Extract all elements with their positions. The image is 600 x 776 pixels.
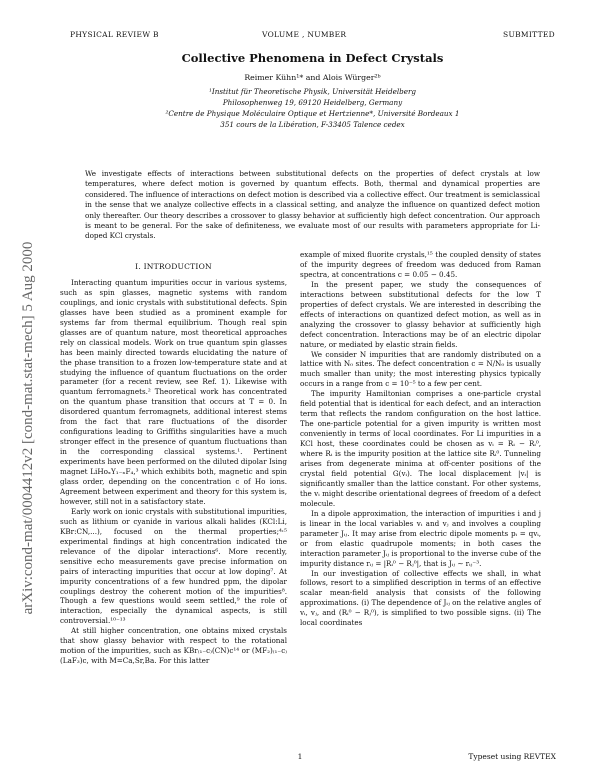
paragraph: In a dipole approximation, the interaction of impurities i and j is linear in the local variables vᵢ and vⱼ and involves a coupling parameter Jᵢⱼ. It may arise from electric dipole moments pᵢ = qvᵢ, or from elastic quadrupole moments; in both cases the interaction parameter Jᵢⱼ is proportional to the inverse cube of the impurity distance rᵢⱼ = |Rᵢ⁰ − Rⱼ⁰|, that is Jᵢⱼ ∼ rᵢⱼ⁻³. [300,508,541,568]
volume-number: VOLUME , NUMBER [262,30,347,39]
journal-name: PHYSICAL REVIEW B [70,30,159,39]
paragraph: At still higher concentration, one obtains mixed crystals that show glassy behavior with respect to the rotational motion of the impurities, such as KBr₍₁₋c₎(CN)c¹⁴ or (MF₂)₍₁₋c₎(LaF₃)c, with M=Ca,Sr,Ba. For this latter [60,626,287,666]
running-header [70,30,555,42]
paragraph: In our investigation of collective effects we shall, in what follows, resort to a simplified description in terms of an effective scalar mean-field analysis that consists of the following approximations. (i) The dependence of Jᵢⱼ on the relative angles of vᵢ, vⱼ, and (Rᵢ⁰ − Rⱼ⁰), is simplified to two possible signs. (ii) The local coordinates [300,568,541,628]
section-heading: I. INTRODUCTION [135,262,212,271]
paragraph: In the present paper, we study the consequences of interactions between substitutional defects for the low T properties of defect crystals. We are interested in describing the effects of interactions on quantized defect motion, as well as in analyzing the crossover to glassy behavior at sufficiently high defect concentration. Interactions may be of an electric dipolar nature, or mediated by elastic strain fields. [300,279,541,349]
left-column [60,262,287,666]
paragraph: We consider N impurities that are randomly distributed on a lattice with N₀ sites. The defect concentration c = N/N₀ is usually much smaller than unity; the most interesting physics typically occurs in a range from c = 10⁻⁵ to a few per cent. [300,349,541,389]
typeset-note: Typeset using REVTEX [468,752,556,761]
affiliation-line-2: Philosophenweg 19, 69120 Heidelberg, Germany [222,98,403,107]
abstract: We investigate effects of interactions between substitutional defects on the properties of defect crystals at low temperatures, where defect motion is governed by quantum effects. Both, thermal and dynamical properties are considered. The influence of interactions on defect motion is described via a collective effect. Our treatment is semiclassical in the sense that we analyze collective effects in a classical setting, and analyze the influence on quantized defect motion only thereafter. Our theory describes a crossover to glassy behavior at sufficiently high defect concentration. Our approach is meant to be general. For the sake of definiteness, we evaluate most of our results with parameters appropriate for Li-doped KCl crystals. [85,169,540,241]
affiliation-line-3: ²Centre de Physique Moléculaire Optique et Hertzienne*, Université Bordeaux 1 [165,109,460,118]
arxiv-identifier: arXiv:cond-mat/0004412v2 [cond-mat.stat-mech] 5 Aug 2000 [20,241,36,615]
page-number: 1 [297,752,303,761]
paper-title: Collective Phenomena in Defect Crystals [181,51,444,65]
paragraph: Early work on ionic crystals with substitutional impurities, such as lithium or cyanide in various alkali halides (KCl:Li, KBr:CN,...), focused on the thermal properties;⁴˒⁵ experimental findings at high concentration indicated the relevance of the dipolar interactions⁶. More recently, sensitive echo measurements gave precise information on pairs of interacting impurities that occur at low doping⁷. At impurity concentrations of a few hundred ppm, the dipolar couplings destroy the coherent motion of the impurities⁸. Though a few questions would seem settled,⁹ the role of interaction, especially the dynamical aspects, is still controversial.¹⁰⁻¹³ [60,506,287,626]
paragraph: example of mixed fluorite crystals,¹⁵ the coupled density of states of the impurity degrees of freedom was deduced from Raman spectra, at concentrations c = 0.05 − 0.45. [300,250,541,279]
right-column [300,250,541,628]
affiliation-line-1: ¹Institut für Theoretische Physik, Universität Heidelberg [208,87,417,96]
affiliation-line-4: 351 cours de la Libération, F-33405 Talence cedex [220,120,405,129]
submission-status: SUBMITTED [503,30,555,39]
paragraph: The impurity Hamiltonian comprises a one-particle crystal field potential that is identical for each defect, and an interaction term that reflects the random configuration on the host lattice. The one-particle potential for a given impurity is written most conveniently in terms of local coordinates. For Li impurities in a KCl host, these coordinates could be chosen as vᵢ = Rᵢ − Rᵢ⁰, where Rᵢ is the impurity position at the lattice site Rᵢ⁰. Tunneling arises from degenerate minima at off-center positions of the crystal field potential G(vᵢ). The local displacement |vᵢ| is significantly smaller than the lattice constant. For other systems, the vᵢ might describe orientational degrees of freedom of a defect molecule. [300,389,541,508]
author-list: Reimer Kühn¹* and Alois Würger²ᵇ [244,73,381,82]
paragraph: Interacting quantum impurities occur in various systems, such as spin glasses, magnetic systems with random couplings, and ionic crystals with substitutional defects. Spin glasses have been studied as a prominent example for systems far from thermal equilibrium. Though real spin glasses are of quantum nature, most theoretical approaches rely on classical models. Work on true quantum spin glasses has been mainly directed towards elucidating the nature of the phase transition to a frozen low-temperature state and at studying the influence of quantum fluctuations on the order parameter (for a recent review, see Ref. 1). Likewise with quantum ferromagnets.² Theoretical work has concentrated on the quantum phase transition that occurs at T = 0. In disordered quantum ferromagnets, additional interest stems from the fact that rare fluctuations of the disorder configurations leading to Griffiths singularities have a much stronger effect in the presence of quantum fluctuations than in the corresponding classical systems.¹. Pertinent experiments have been performed on the diluted dipolar Ising magnet LiHoₓY₁₋ₓF₄,³ which exhibits both, magnetic and spin glass order, depending on the concentration c of Ho ions. Agreement between experiment and theory for this system is, however, still not in a satisfactory state. [60,277,287,506]
